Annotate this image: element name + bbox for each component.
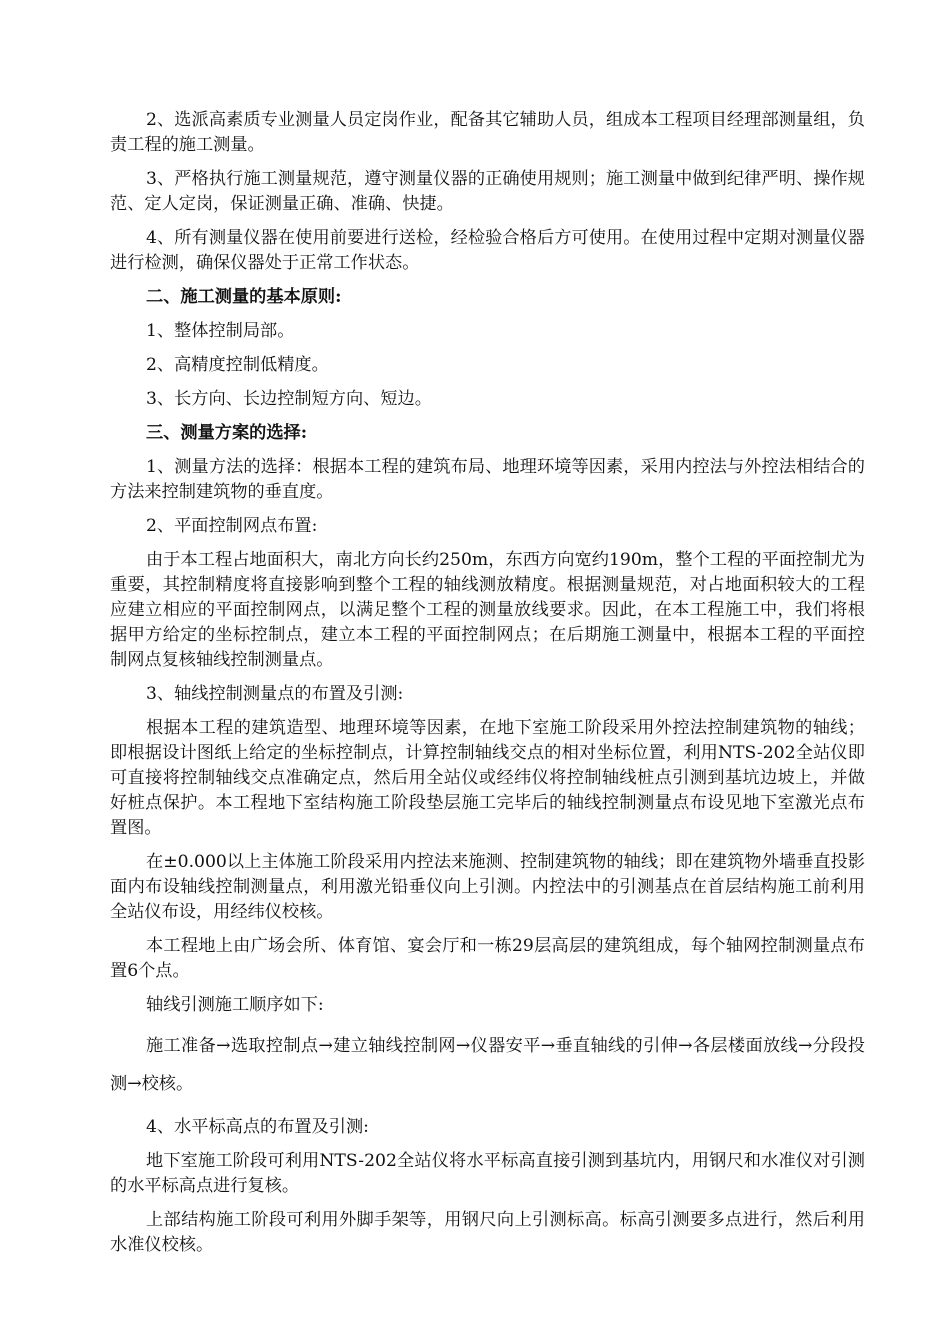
- heading-plan-selection: 三、测量方案的选择:: [146, 423, 308, 443]
- paragraph-plane-control-title: 2、平面控制网点布置:: [146, 516, 318, 536]
- paragraph-sequence-steps: 施工准备→选取控制点→建立轴线控制网→仪器安平→垂直轴线的引伸→各层楼面放线→分段投测→校核。: [110, 1036, 865, 1094]
- document-page: [110, 108, 865, 1267]
- paragraph-method-selection: 1、测量方法的选择：根据本工程的建筑布局、地理环境等因素，采用内控法与外控法相结合的方法来控制建筑物的垂直度。: [110, 457, 865, 502]
- paragraph-sequence-title: 轴线引测施工顺序如下:: [146, 995, 324, 1015]
- heading-basic-principles: 二、施工测量的基本原则:: [146, 287, 342, 307]
- paragraph-staffing: 2、选派高素质专业测量人员定岗作业，配备其它辅助人员，组成本工程项目经理部测量组，负责工程的施工测量。: [110, 110, 865, 155]
- paragraph-plane-control-body: 由于本工程占地面积大，南北方向长约250m，东西方向宽约190m，整个工程的平面控制尤为重要，其控制精度将直接影响到整个工程的轴线测放精度。根据测量规范，对占地面积较大的工程应建立相应的平面控制网点，以满足整个工程的测量放线要求。因此，在本工程施工中，我们将根据甲方给定的坐标控制点，建立本工程的平面控制网点；在后期施工测量中，根据本工程的平面控制网点复核轴线控制测量点。: [110, 550, 865, 670]
- paragraph-inner-control: 在±0.000以上主体施工阶段采用内控法来施测、控制建筑物的轴线；即在建筑物外墙垂直投影面内布设轴线控制测量点，利用激光铅垂仪向上引测。内控法中的引测基点在首层结构施工前利用全站仪布设，用经纬仪校核。: [110, 852, 865, 922]
- paragraph-elevation-superstructure: 上部结构施工阶段可利用外脚手架等，用钢尺向上引测标高。标高引测要多点进行，然后利用水准仪校核。: [110, 1210, 865, 1255]
- paragraph-instrument-check: 4、所有测量仪器在使用前要进行送检，经检验合格后方可使用。在使用过程中定期对测量仪器进行检测，确保仪器处于正常工作状态。: [110, 228, 865, 273]
- list-item-principle-3: 3、长方向、长边控制短方向、短边。: [146, 389, 432, 409]
- paragraph-axis-control-title: 3、轴线控制测量点的布置及引测:: [146, 684, 404, 704]
- list-item-principle-1: 1、整体控制局部。: [146, 321, 295, 341]
- list-item-principle-2: 2、高精度控制低精度。: [146, 355, 329, 375]
- paragraph-elevation-basement: 地下室施工阶段可利用NTS-202全站仪将水平标高直接引测到基坑内，用钢尺和水准仪对引测的水平标高点进行复核。: [110, 1151, 865, 1196]
- paragraph-building-composition: 本工程地上由广场会所、体育馆、宴会厅和一栋29层高层的建筑组成，每个轴网控制测量点布置6个点。: [110, 936, 865, 981]
- paragraph-elevation-title: 4、水平标高点的布置及引测:: [146, 1117, 369, 1137]
- paragraph-axis-control-body: 根据本工程的建筑造型、地理环境等因素，在地下室施工阶段采用外控法控制建筑物的轴线；即根据设计图纸上给定的坐标控制点，计算控制轴线交点的相对坐标位置，利用NTS-202全站仪即可直接将控制轴线交点准确定点，然后用全站仪或经纬仪将控制轴线桩点引测到基坑边坡上，并做好桩点保护。本工程地下室结构施工阶段垫层施工完毕后的轴线控制测量点布设见地下室激光点布置图。: [110, 718, 865, 838]
- paragraph-standards: 3、严格执行施工测量规范，遵守测量仪器的正确使用规则；施工测量中做到纪律严明、操作规范、定人定岗，保证测量正确、准确、快捷。: [110, 169, 865, 214]
